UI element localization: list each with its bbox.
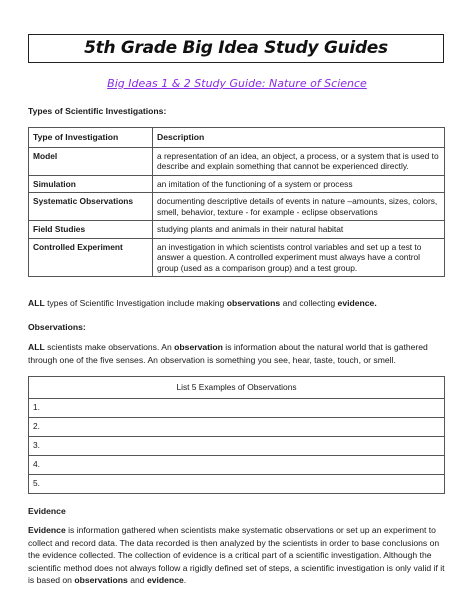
investigation-type: Simulation: [29, 175, 153, 193]
column-header: Type of Investigation: [29, 128, 153, 148]
evidence-paragraph: [28, 524, 446, 587]
emphasis-observation: observation: [174, 342, 223, 352]
statement-text: and collecting: [280, 298, 338, 308]
investigation-description: an imitation of the functioning of a system or process: [153, 175, 445, 193]
observation-entry[interactable]: 2.: [29, 417, 445, 436]
table-row: [29, 221, 445, 239]
paragraph-text: scientists make observations. An: [44, 342, 175, 352]
investigation-types-table: [28, 127, 445, 277]
emphasis-evidence: evidence: [146, 575, 184, 586]
table-row: [29, 455, 445, 474]
emphasis-all: ALL: [28, 298, 45, 308]
types-heading: Types of Scientific Investigations:: [28, 106, 167, 116]
table-row: [29, 193, 445, 221]
table-header-row: [29, 377, 445, 399]
observations-heading: Observations:: [28, 322, 86, 332]
paragraph-text: is information gathered when scientists make systematic observations or set up an experiment to collect and record data. The data recorded is then analyzed by the scientists in order to base conclusions on the evidence collected. The collection of evidence is a critical part of a scientific investigation. Although the scientific method does not always follow a rigidly defined set of steps, a scientific investigation is only valid if it is based on: [28, 525, 445, 586]
table-row: [29, 238, 445, 277]
page-subtitle: Big Ideas 1 & 2 Study Guide: Nature of Science: [107, 77, 367, 90]
emphasis-evidence: Evidence: [28, 525, 66, 535]
observation-entry[interactable]: 4.: [29, 455, 445, 474]
paragraph-text: is information about the natural world that is gathered through one of the five senses. An observation is something you see, hear, taste, touch, or smell.: [28, 342, 428, 365]
observations-examples-table: [28, 376, 445, 494]
table-row: [29, 175, 445, 193]
table-row: [29, 398, 445, 417]
paragraph-text: and: [127, 575, 147, 586]
paragraph-text: .: [183, 575, 187, 586]
emphasis-observations: observations: [226, 298, 281, 308]
evidence-heading: Evidence: [28, 506, 66, 516]
title-box: [28, 34, 444, 63]
table-row: [29, 417, 445, 436]
emphasis-evidence: evidence.: [337, 298, 377, 308]
investigation-type: Model: [29, 147, 153, 175]
table-header-row: [29, 128, 445, 148]
investigation-type: Systematic Observations: [29, 193, 153, 221]
emphasis-observations: observations: [74, 575, 128, 586]
observation-entry[interactable]: 3.: [29, 436, 445, 455]
table-row: [29, 436, 445, 455]
emphasis-all: ALL: [28, 342, 45, 352]
investigation-description: studying plants and animals in their natural habitat: [153, 221, 445, 239]
observation-entry[interactable]: 5.: [29, 474, 445, 493]
statement-text: types of Scientific Investigation include making: [44, 298, 227, 308]
investigation-description: an investigation in which scientists control variables and set up a test to answer a question. A controlled experiment must always have a control group (used as a comparison group) and a test group.: [153, 238, 445, 277]
all-investigations-statement: [28, 297, 446, 310]
investigation-description: a representation of an idea, an object, a process, or a system that is used to describe and explain something that cannot be experienced directly.: [153, 147, 445, 175]
column-header: Description: [153, 128, 445, 148]
observations-table-header: List 5 Examples of Observations: [29, 377, 445, 399]
page-title: 5th Grade Big Idea Study Guides: [84, 37, 388, 58]
investigation-type: Field Studies: [29, 221, 153, 239]
investigation-type: Controlled Experiment: [29, 238, 153, 277]
table-row: [29, 474, 445, 493]
observations-paragraph: [28, 341, 446, 366]
table-row: [29, 147, 445, 175]
investigation-description: documenting descriptive details of events in nature –amounts, sizes, colors, smell, behavior, texture - for example - eclipse observations: [153, 193, 445, 221]
observation-entry[interactable]: 1.: [29, 398, 445, 417]
